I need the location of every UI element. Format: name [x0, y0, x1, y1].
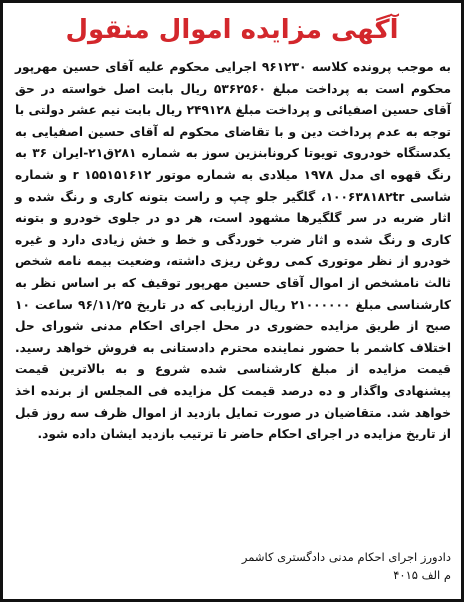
notice-body-paragraph: به موجب پرونده کلاسه ۹۶۱۲۳۰ اجرایی محکوم علیه آقای حسین مهرپور محکوم است به پرداخت مبلغ ۵۳۶۲۵۶۰ ریال بابت اصل خواسته در حق آقای حسین اصفیائی و پرداخت مبلغ ۲۴۹۱۲۸ ریال بابت نیم عشر دولتی با توجه به عدم پرداخت دین و با تقاضای محکوم له آقای حسین اصفیایی به یکدستگاه خودروی تویوتا کرونابنزین سوز به شماره ۲۸۱ق۲۱-ایران ۳۶ به رنگ قهوه ای مدل ۱۹۷۸ میلادی به شماره موتور ۱۵۵۱۵۱۶۱۲ r و شماره شاسی ۱۰۰۶۳۸۱۸۲tr، گلگیر جلو چپ و راست بتونه کاری و رنگ شده و اثار ضربه در سر گلگیرها مشهود است، هر دو در جلوی خودرو و بتونه کاری و رنگ شده و اثار ضرب خوردگی و خط و خش زیادی دارد و غیره خودرو از نظر موتوری کمی روغن ریزی داشته، وضعیت بیمه نامه شخص ثالث نامشخص از اموال آقای حسین مهرپور توقیف که بر اساس نظر به کارشناسی مبلغ ۲۱۰۰۰۰۰۰ ریال ارزیابی که در تاریخ ۹۶/۱۱/۲۵ ساعت ۱۰ صبح از طریق مزایده حضوری در محل اجرای احکام مدنی شورای حل اختلاف کاشمر با حضور نماینده محترم دادستانی به فروش خواهد رسید. قیمت مزایده از مبلغ کارشناسی شده شروع و به بالاترین قیمت پیشنهادی واگذار و ده درصد قیمت کل مزایده فی المجلس از برنده اخذ خواهد شد. متقاضیان در صورت تمایل بازدید از اموال ظرف سه روز قبل از تاریخ مزایده در اجرای احکام حاضر تا ترتیب بازدید ایشان داده شود. [15, 60, 452, 442]
signature-block [15, 548, 451, 584]
title-bar [6, 6, 458, 58]
signature-title: دادورز اجرای احکام مدنی دادگستری کاشمر [241, 550, 451, 564]
notice-body [15, 57, 451, 446]
reference-number: م الف ۴۰۱۵ [393, 568, 451, 582]
notice-title: آگهی مزایده اموال منقول [65, 15, 399, 45]
